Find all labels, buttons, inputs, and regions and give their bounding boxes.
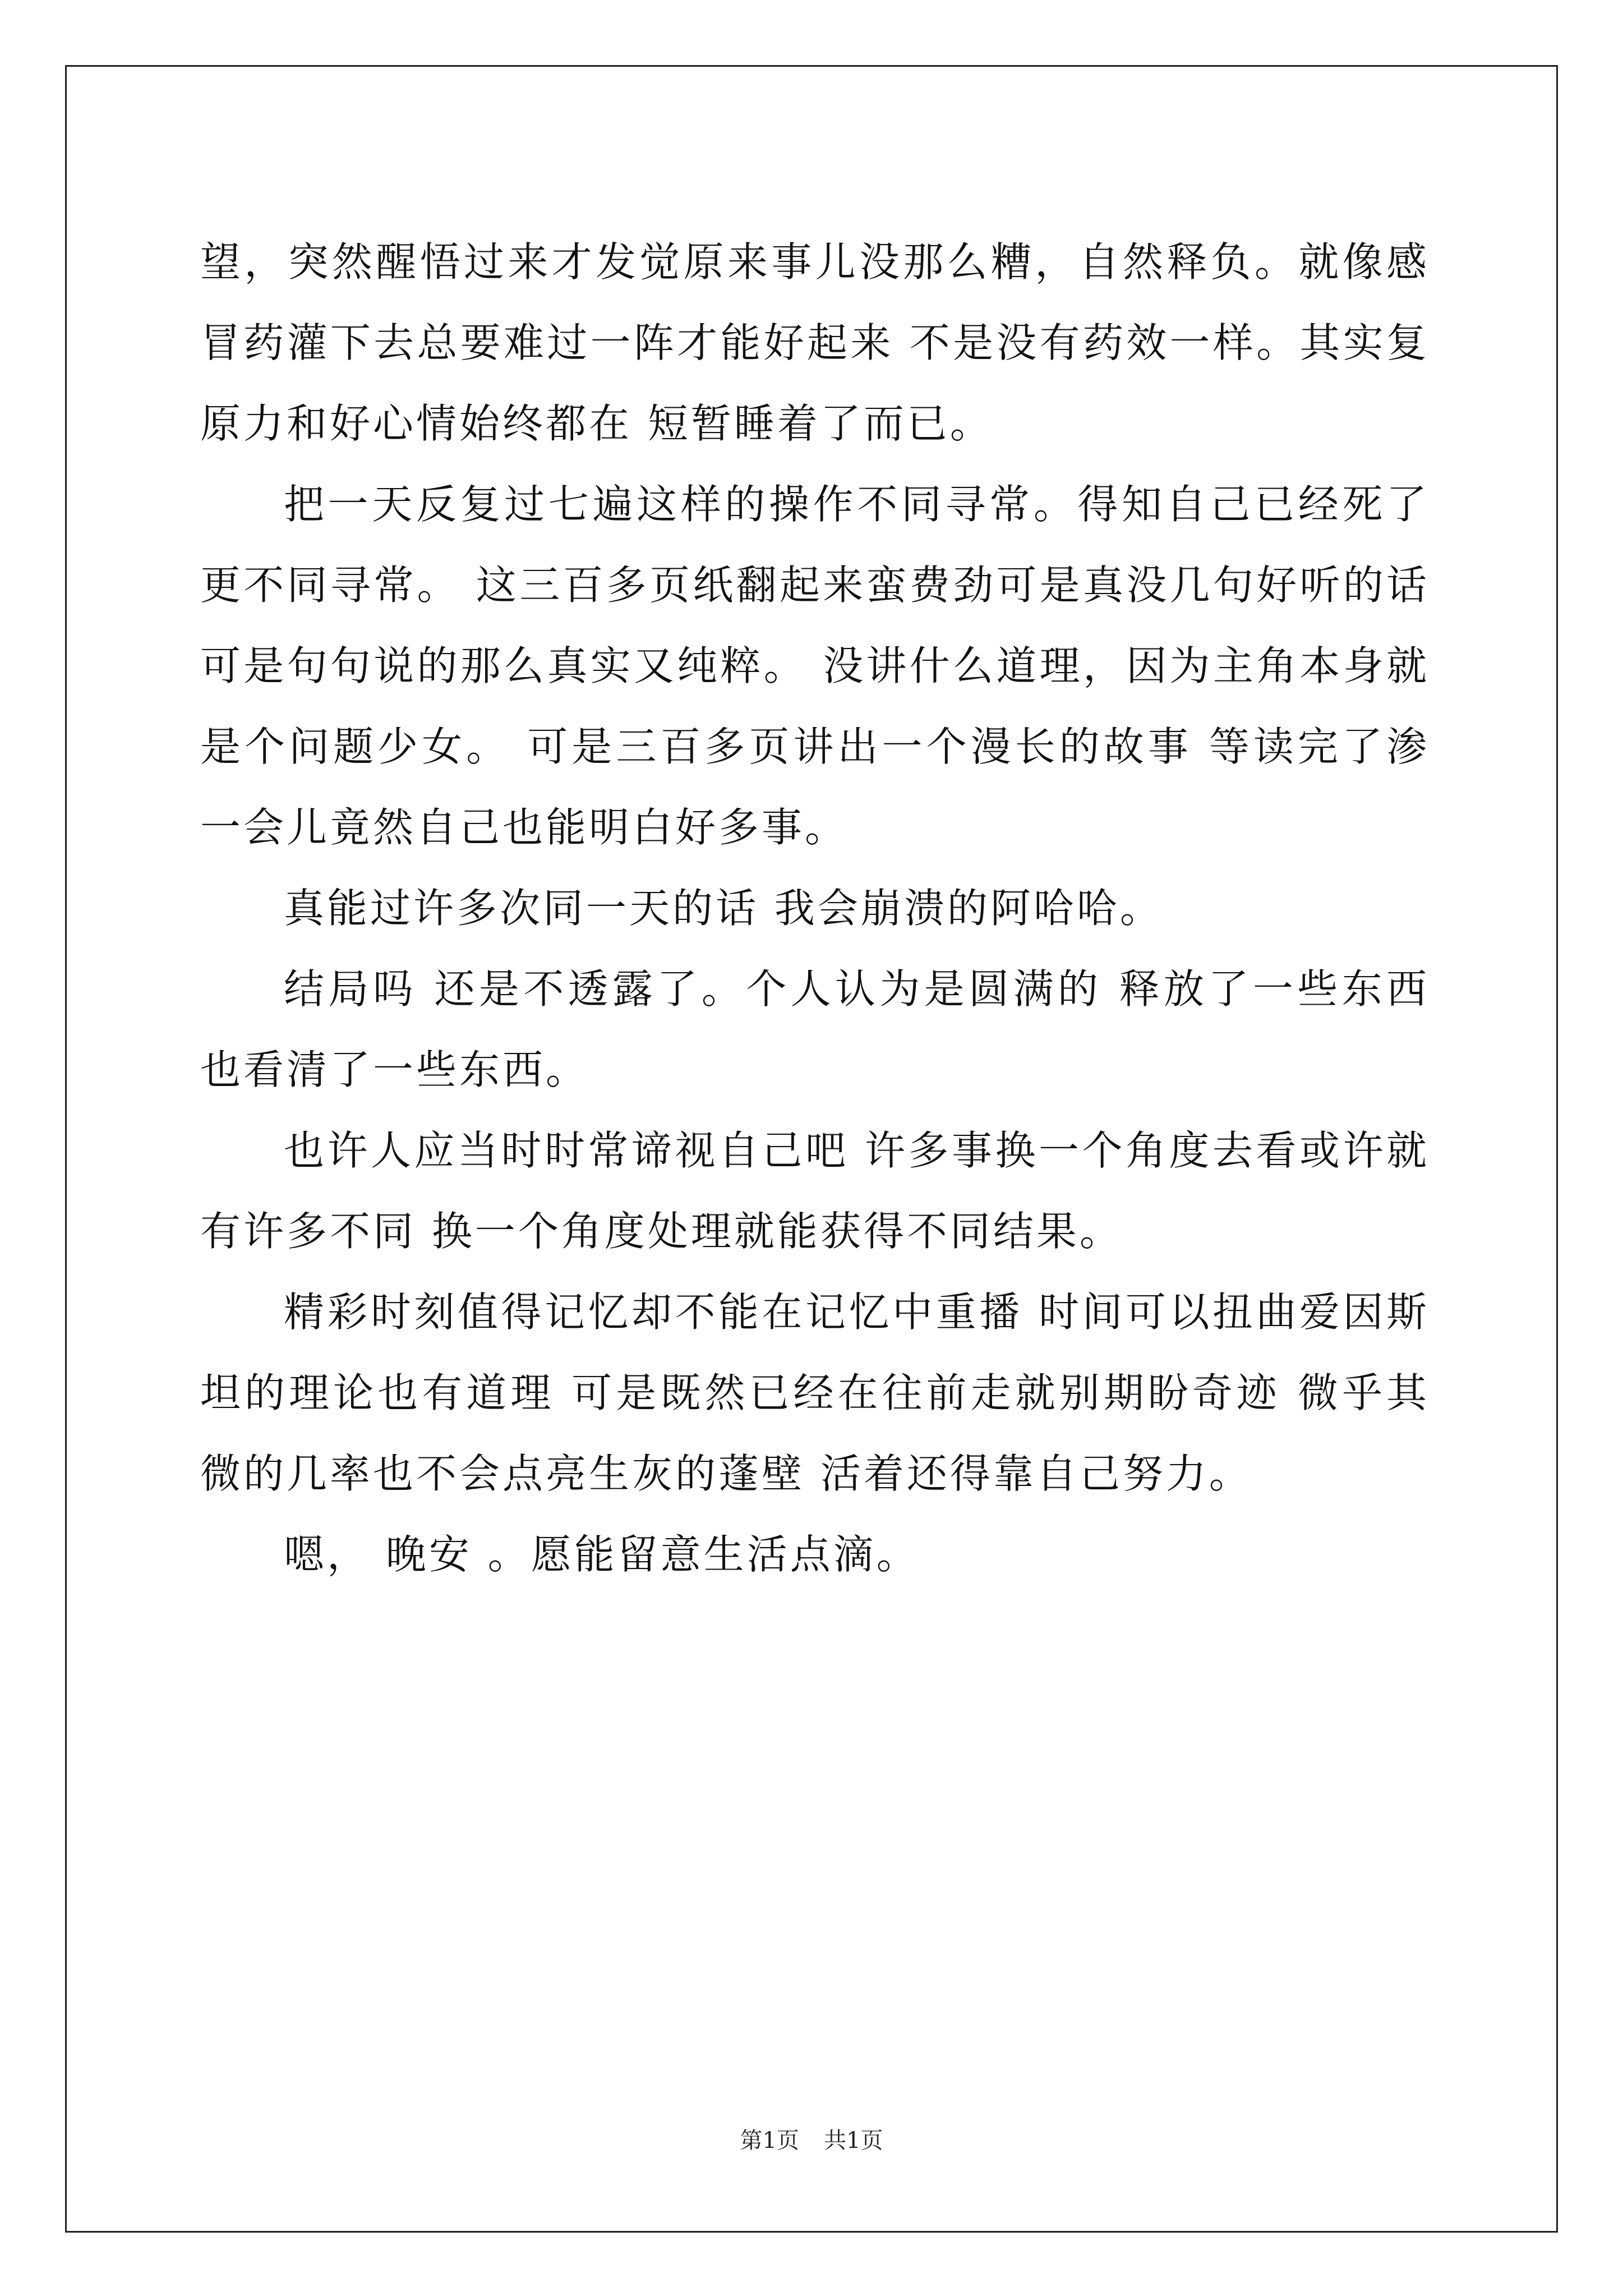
paragraph-2: 把一天反复过七遍这样的操作不同寻常。得知自己已经死了更不同寻常。 这三百多页纸翻起来蛮费劲可是真没几句好听的话 可是句句说的那么真实又纯粹。 没讲什么道理，因为主角本身就是个问题少女。 可是三百多页讲出一个漫长的故事 等读完了渗一会儿竟然自己也能明白好多事。 — [200, 481, 1430, 851]
paragraph-5: 也许人应当时时常谛视自己吧 许多事换一个角度去看或许就有许多不同 换一个角度处理就能获得不同结果。 — [200, 1127, 1430, 1255]
page-total: 共1页 — [824, 2128, 883, 2154]
page-footer — [0, 2125, 1623, 2156]
paragraph-7: 嗯， 晚安 。愿能留意生活点滴。 — [284, 1531, 920, 1578]
paragraph-1: 望，突然醒悟过来才发觉原来事儿没那么糟，自然释负。就像感冒药灌下去总要难过一阵才能好起来 不是没有药效一样。其实复原力和好心情始终都在 短暂睡着了而已。 — [200, 238, 1430, 447]
paragraph-4: 结局吗 还是不透露了。个人认为是圆满的 释放了一些东西 也看清了一些东西。 — [200, 965, 1430, 1093]
document-body — [200, 222, 1430, 1595]
paragraph-3: 真能过许多次同一天的话 我会崩溃的阿哈哈。 — [284, 885, 1163, 932]
paragraph-6: 精彩时刻值得记忆却不能在记忆中重播 时间可以扭曲爱因斯坦的理论也有道理 可是既然已经在往前走就别期盼奇迹 微乎其微的几率也不会点亮生灰的蓬壁 活着还得靠自己努力。 — [200, 1289, 1430, 1497]
page-number: 第1页 — [740, 2128, 799, 2154]
